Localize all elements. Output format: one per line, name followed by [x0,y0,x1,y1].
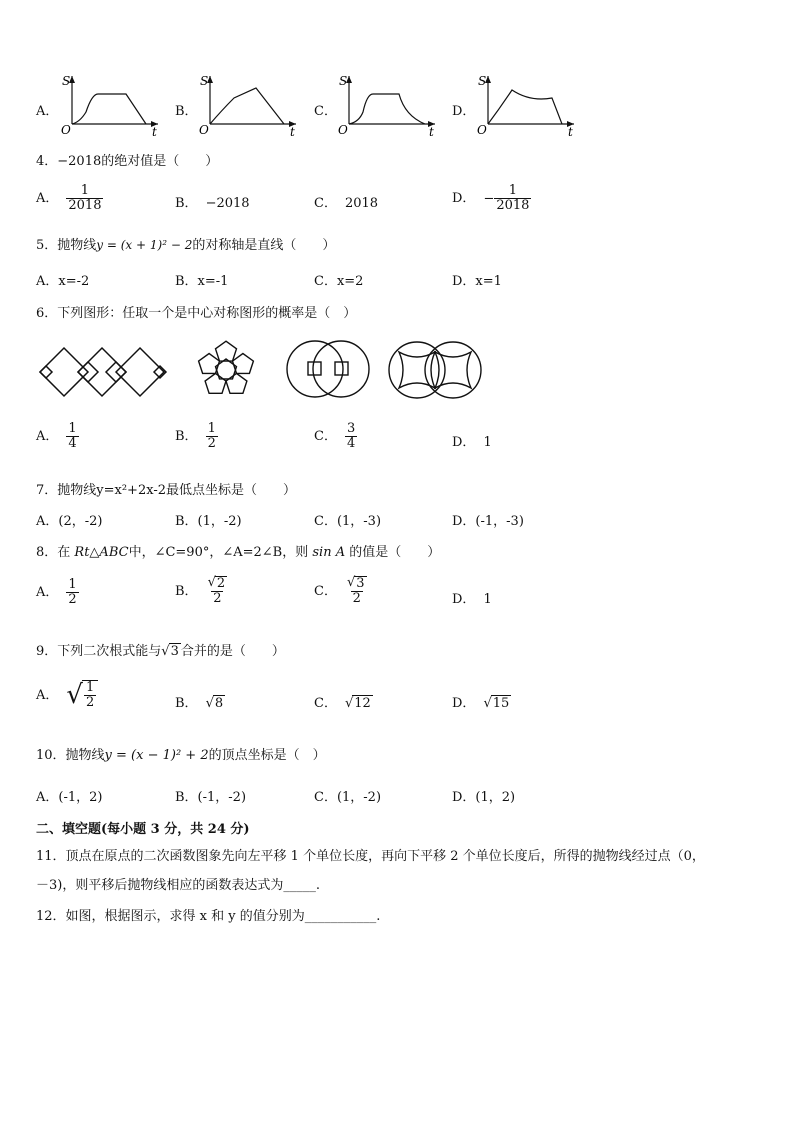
pentagon-shape [233,354,254,374]
axis-s-label: S [200,74,209,88]
q9-option-d: D． √15 [452,696,510,711]
q7-stem: 7．抛物线y=x²+2x-2最低点坐标是（ ） [36,483,296,498]
q6-option-c: C． $\frac{3}{4}$ [314,421,356,452]
q8-stem: 8．在 Rt△ABC中，∠C=90°，∠A=2∠B，则 sin A 的值是（ ） [36,545,441,560]
q5-option-d: D．x=1 [452,274,502,289]
axis-t-label: t [290,125,295,138]
q9-option-b: B． √8 [175,696,224,711]
origin-label: O [338,123,348,137]
q11-line-1: 11．顶点在原点的二次函数图象先向左平移 1 个单位长度，再向下平移 2 个单位长度后，所得的抛物线经过点（0， [36,849,705,864]
figure-pentagon-flower [186,330,266,406]
q3-option-a-label: A． [36,104,59,119]
q6-option-b: B． $\frac{1}{2}$ [175,421,216,452]
q3-graph-c [335,72,445,138]
q10-option-d: D．(1，2) [452,790,516,805]
q6-option-a: A． $\frac{1}{4}$ [36,421,77,452]
q8-option-a: A． $\frac{1}{2}$ [36,577,77,608]
axis-t-label: t [429,125,434,138]
axis-t-label: t [152,125,157,138]
q3-option-b-label: B． [175,104,198,119]
figure-interlocking-diamonds [36,340,170,404]
pentagon-shape [216,341,237,361]
figure-overlapping-coins [284,338,374,400]
q7-option-d: D．(-1，-3) [452,514,524,529]
q6-option-d: D． 1 [452,435,492,450]
q5-option-a: A．x=-2 [36,274,90,289]
q5-option-b: B．x=-1 [175,274,229,289]
q7-option-c: C．(1，-3) [314,514,382,529]
pentagon-shape [199,354,220,374]
axis-s-label: S [62,74,71,88]
q12-stem: 12．如图，根据图示，求得 x 和 y 的值分别为___________. [36,909,381,924]
q3-graph-b [196,72,306,138]
q8-option-d: D． 1 [452,592,492,607]
q4-stem: 4．−2018的绝对值是（ ） [36,154,219,169]
q10-stem: 10．抛物线y = (x − 1)² + 2的顶点坐标是（ ） [36,748,326,763]
q10-option-a: A．(-1，2) [36,790,103,805]
q4-option-c: C． 2018 [314,196,379,211]
origin-label: O [199,123,209,137]
figure-twin-circles [387,338,483,402]
q4-option-a: A． $\frac{1}{2018}$ [36,183,102,214]
q11-line-2: －3)，则平移后抛物线相应的函数表达式为_____. [36,878,320,893]
q3-option-c-label: C． [314,104,337,119]
q3-graph-d [474,72,584,138]
axis-s-label: S [339,74,348,88]
q3-graph-a [58,72,168,138]
q4-option-b: B． −2018 [175,196,250,211]
pentagon-shape [226,373,247,393]
q7-option-b: B．(1，-2) [175,514,242,529]
q5-stem: 5．抛物线y = (x + 1)² − 2的对称轴是直线（ ） [36,238,336,253]
q10-option-c: C．(1，-2) [314,790,382,805]
origin-label: O [61,123,71,137]
q4-option-d: D． − $\frac{1}{2018}$ [452,183,530,214]
q6-stem: 6．下列图形：任取一个是中心对称图形的概率是（ ） [36,306,357,321]
pentagon-shape [205,373,226,393]
q10-option-b: B．(-1，-2) [175,790,247,805]
q8-option-c: C． $\frac{√3}{2}$ [314,575,365,607]
q3-option-d-label: D． [452,104,476,119]
section-heading-fill-in: 二、填空题(每小题 3 分，共 24 分) [36,822,250,837]
q8-option-b: B． $\frac{√2}{2}$ [175,575,226,607]
axis-s-label: S [478,74,487,88]
q5-option-c: C．x=2 [314,274,364,289]
q9-option-a: A． √ $\frac{1}{2}$ [36,680,98,711]
q9-option-c: C． √12 [314,696,371,711]
q7-option-a: A．(2，-2) [36,514,103,529]
origin-label: O [477,123,487,137]
axis-t-label: t [568,125,573,138]
q9-stem: 9．下列二次根式能与√3 合并的是（ ） [36,644,285,659]
